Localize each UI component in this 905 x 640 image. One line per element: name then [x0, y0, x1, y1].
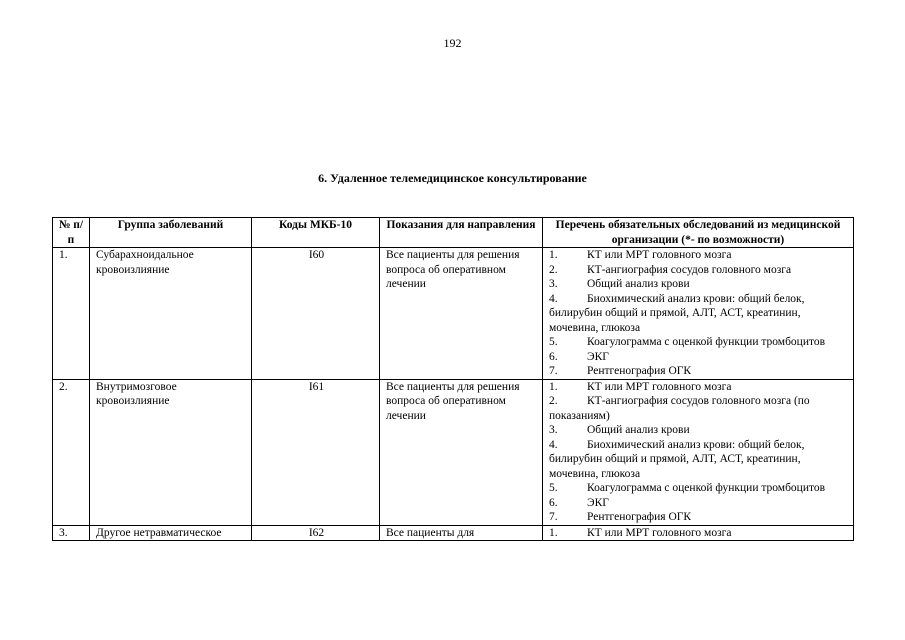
header-indications: Показания для направления [380, 218, 543, 248]
indication-cell: Все пациенты для решения вопроса об оперативном лечении [380, 379, 543, 525]
exam-item-text: КТ-ангиография сосудов головного мозга [587, 263, 792, 276]
exam-item-number: 5. [549, 482, 558, 494]
exam-item-number: 3. [549, 424, 558, 436]
section-heading: 6. Удаленное телемедицинское консультирование [318, 171, 587, 185]
disease-group-cell: Внутримозговое кровоизлияние [90, 379, 252, 525]
table-body [53, 248, 854, 541]
exam-item-text: Общий анализ крови [587, 424, 690, 436]
exam-item [549, 380, 849, 395]
indication-cell: Все пациенты для [380, 525, 543, 541]
exam-item [549, 263, 849, 278]
exam-item [549, 292, 849, 336]
exam-item-text: Коагулограмма с оценкой функции тромбоцитов [587, 336, 826, 348]
exam-item-number: 2. [549, 263, 558, 276]
exam-item-text: КТ или МРТ головного мозга [587, 249, 732, 261]
icd-code-cell: I61 [252, 379, 380, 525]
exam-item [549, 510, 849, 525]
row-num-cell: 1. [53, 248, 90, 380]
exam-item-text: Биохимический анализ крови: общий белок, билирубин общий и прямой, АЛТ, АСТ, креатинин, мочевина, глюкоза [549, 438, 805, 480]
header-codes: Коды МКБ-10 [252, 218, 380, 248]
exam-item-number: 4. [549, 292, 558, 305]
exam-item [549, 481, 849, 496]
exam-item [549, 335, 849, 350]
table-row [53, 525, 854, 541]
exam-list-cell [543, 248, 854, 380]
exam-item [549, 394, 849, 423]
exam-item-number: 7. [549, 365, 558, 377]
consultation-table [52, 217, 854, 541]
exam-item-text: ЭКГ [587, 496, 609, 509]
exam-item [549, 496, 849, 511]
indication-cell: Все пациенты для решения вопроса об оперативном лечении [380, 248, 543, 380]
header-num: № п/п [53, 218, 90, 248]
icd-code-cell: I62 [252, 525, 380, 541]
exam-item [549, 526, 849, 541]
exam-item-number: 4. [549, 438, 558, 451]
exam-item-number: 7. [549, 511, 558, 523]
exam-item-number: 6. [549, 350, 558, 363]
table-row [53, 379, 854, 525]
exam-item-text: КТ или МРТ головного мозга [587, 526, 732, 539]
exam-item [549, 248, 849, 263]
page-number: 192 [443, 36, 462, 50]
exam-item-text: Общий анализ крови [587, 278, 690, 290]
table-row [53, 248, 854, 380]
exam-item-number: 5. [549, 336, 558, 348]
exam-item-text: Биохимический анализ крови: общий белок, билирубин общий и прямой, АЛТ, АСТ, креатинин, мочевина, глюкоза [549, 292, 805, 334]
exam-item [549, 423, 849, 438]
exam-item [549, 364, 849, 379]
exam-item [549, 277, 849, 292]
header-exams: Перечень обязательных обследований из медицинской организации (*- по возможности) [543, 218, 854, 248]
exam-item-text: ЭКГ [587, 350, 609, 363]
exam-item-number: 2. [549, 395, 558, 407]
exam-item-number: 3. [549, 278, 558, 290]
exam-item [549, 438, 849, 482]
exam-item-number: 1. [549, 249, 558, 261]
exam-item [549, 350, 849, 365]
disease-group-cell: Субарахноидальное кровоизлияние [90, 248, 252, 380]
exam-item-number: 1. [549, 380, 558, 393]
header-group: Группа заболеваний [90, 218, 252, 248]
exam-item-text: КТ или МРТ головного мозга [587, 380, 732, 393]
exam-list-cell [543, 379, 854, 525]
table-header-row [53, 218, 854, 248]
exam-item-text: Рентгенография ОГК [587, 511, 692, 523]
exam-item-text: КТ-ангиография сосудов головного мозга (по показаниям) [549, 395, 810, 422]
row-num-cell: 3. [53, 525, 90, 541]
row-num-cell: 2. [53, 379, 90, 525]
exam-item-number: 6. [549, 496, 558, 509]
exam-item-number: 1. [549, 526, 558, 539]
exam-item-text: Рентгенография ОГК [587, 365, 692, 377]
exam-item-text: Коагулограмма с оценкой функции тромбоцитов [587, 482, 826, 494]
exam-list-cell [543, 525, 854, 541]
disease-group-cell: Другое нетравматическое [90, 525, 252, 541]
icd-code-cell: I60 [252, 248, 380, 380]
